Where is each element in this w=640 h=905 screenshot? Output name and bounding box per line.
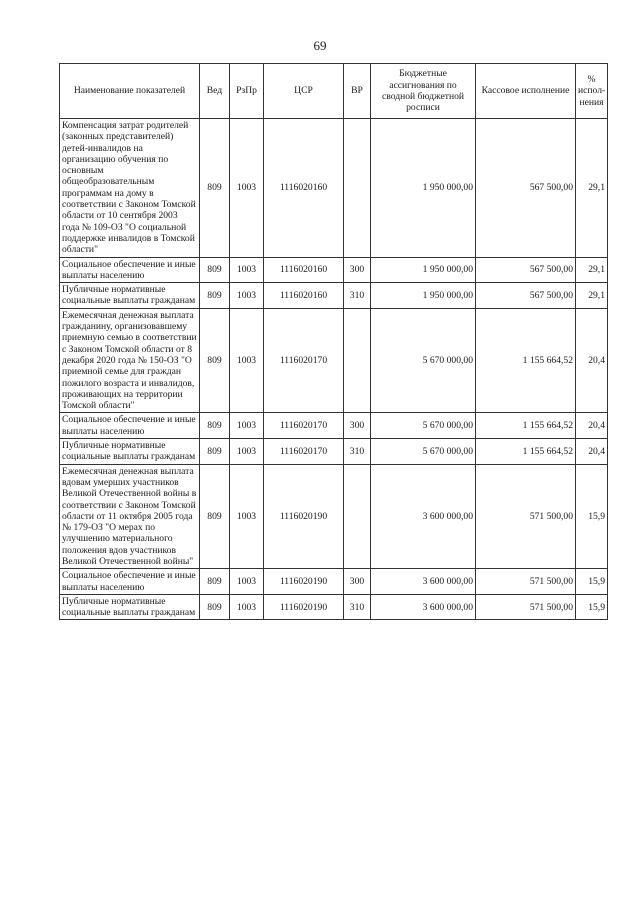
cell-cash-execution: 567 500,00	[476, 283, 576, 309]
page-number: 69	[313, 38, 327, 53]
header-execution-percent: % испол-нения	[576, 64, 608, 119]
cell-vr: 300	[344, 257, 371, 283]
cell-assignments: 1 950 000,00	[371, 283, 476, 309]
table-row	[60, 413, 608, 439]
cell-ved: 809	[200, 464, 230, 569]
cell-rzpr: 1003	[230, 439, 264, 465]
cell-rzpr: 1003	[230, 283, 264, 309]
table-row	[60, 594, 608, 620]
cell-vr	[344, 308, 371, 413]
cell-name: Ежемесячная денежная выплата гражданину, организовавшему приемную семью в соответствии с Законом Томской области от 8 декабря 2020 года № 150-ОЗ "О приемной семье для граждан пожилого возраста и инвалидов, проживающих на территории Томской области"	[60, 308, 200, 413]
cell-rzpr: 1003	[230, 594, 264, 620]
cell-ved: 809	[200, 119, 230, 258]
cell-name: Социальное обеспечение и иные выплаты населению	[60, 569, 200, 595]
cell-csr: 1116020160	[264, 257, 344, 283]
cell-assignments: 5 670 000,00	[371, 413, 476, 439]
cell-name: Социальное обеспечение и иные выплаты населению	[60, 413, 200, 439]
cell-execution-percent: 15,9	[576, 594, 608, 620]
cell-name: Социальное обеспечение и иные выплаты населению	[60, 257, 200, 283]
cell-execution-percent: 29,1	[576, 257, 608, 283]
cell-name: Компенсация затрат родителей (законных представителей) детей-инвалидов на организацию обучения по основным общеобразовательным программам на дому в соответствии с Законом Томской области от 10 сентября 2003 года № 109-ОЗ "О социальной поддержке инвалидов в Томской области"	[60, 119, 200, 258]
cell-vr: 310	[344, 439, 371, 465]
cell-rzpr: 1003	[230, 308, 264, 413]
cell-name: Публичные нормативные социальные выплаты гражданам	[60, 283, 200, 309]
header-assignments: Бюджетные ассигнования по сводной бюджетной росписи	[371, 64, 476, 119]
table-row	[60, 119, 608, 258]
cell-vr: 300	[344, 413, 371, 439]
table-row	[60, 257, 608, 283]
header-csr: ЦСР	[264, 64, 344, 119]
cell-assignments: 1 950 000,00	[371, 257, 476, 283]
budget-execution-table	[59, 63, 608, 620]
cell-cash-execution: 567 500,00	[476, 119, 576, 258]
table-row	[60, 283, 608, 309]
cell-ved: 809	[200, 594, 230, 620]
cell-csr: 1116020170	[264, 413, 344, 439]
cell-assignments: 3 600 000,00	[371, 569, 476, 595]
cell-execution-percent: 29,1	[576, 283, 608, 309]
cell-csr: 1116020170	[264, 439, 344, 465]
table-row	[60, 439, 608, 465]
cell-ved: 809	[200, 439, 230, 465]
cell-rzpr: 1003	[230, 413, 264, 439]
cell-csr: 1116020160	[264, 119, 344, 258]
cell-vr: 300	[344, 569, 371, 595]
cell-cash-execution: 567 500,00	[476, 257, 576, 283]
cell-execution-percent: 15,9	[576, 569, 608, 595]
cell-assignments: 5 670 000,00	[371, 308, 476, 413]
table-row	[60, 569, 608, 595]
cell-cash-execution: 1 155 664,52	[476, 308, 576, 413]
cell-ved: 809	[200, 283, 230, 309]
cell-vr	[344, 119, 371, 258]
header-vr: ВР	[344, 64, 371, 119]
cell-rzpr: 1003	[230, 257, 264, 283]
cell-ved: 809	[200, 308, 230, 413]
table-header-row	[60, 64, 608, 119]
cell-cash-execution: 571 500,00	[476, 569, 576, 595]
cell-name: Публичные нормативные социальные выплаты гражданам	[60, 439, 200, 465]
table-row	[60, 464, 608, 569]
header-cash-execution: Кассовое исполнение	[476, 64, 576, 119]
cell-execution-percent: 29,1	[576, 119, 608, 258]
header-rzpr: РзПр	[230, 64, 264, 119]
cell-csr: 1116020160	[264, 283, 344, 309]
cell-cash-execution: 571 500,00	[476, 464, 576, 569]
cell-ved: 809	[200, 413, 230, 439]
cell-execution-percent: 15,9	[576, 464, 608, 569]
cell-csr: 1116020170	[264, 308, 344, 413]
cell-assignments: 1 950 000,00	[371, 119, 476, 258]
cell-assignments: 3 600 000,00	[371, 464, 476, 569]
cell-assignments: 5 670 000,00	[371, 439, 476, 465]
cell-csr: 1116020190	[264, 464, 344, 569]
cell-name: Ежемесячная денежная выплата вдовам умерших участников Великой Отечественной войны в соответствии с Законом Томской области от 11 октября 2005 года № 179-ОЗ "О мерах по улучшению материального положения вдов участников Великой Отечественной войны"	[60, 464, 200, 569]
cell-execution-percent: 20,4	[576, 439, 608, 465]
table-row	[60, 308, 608, 413]
cell-ved: 809	[200, 257, 230, 283]
cell-execution-percent: 20,4	[576, 413, 608, 439]
cell-vr	[344, 464, 371, 569]
header-ved: Вед	[200, 64, 230, 119]
cell-assignments: 3 600 000,00	[371, 594, 476, 620]
cell-vr: 310	[344, 594, 371, 620]
header-name: Наименование показателей	[60, 64, 200, 119]
cell-csr: 1116020190	[264, 594, 344, 620]
cell-ved: 809	[200, 569, 230, 595]
cell-cash-execution: 1 155 664,52	[476, 439, 576, 465]
cell-rzpr: 1003	[230, 464, 264, 569]
cell-csr: 1116020190	[264, 569, 344, 595]
cell-execution-percent: 20,4	[576, 308, 608, 413]
cell-rzpr: 1003	[230, 569, 264, 595]
cell-vr: 310	[344, 283, 371, 309]
cell-cash-execution: 1 155 664,52	[476, 413, 576, 439]
cell-name: Публичные нормативные социальные выплаты гражданам	[60, 594, 200, 620]
cell-rzpr: 1003	[230, 119, 264, 258]
cell-cash-execution: 571 500,00	[476, 594, 576, 620]
